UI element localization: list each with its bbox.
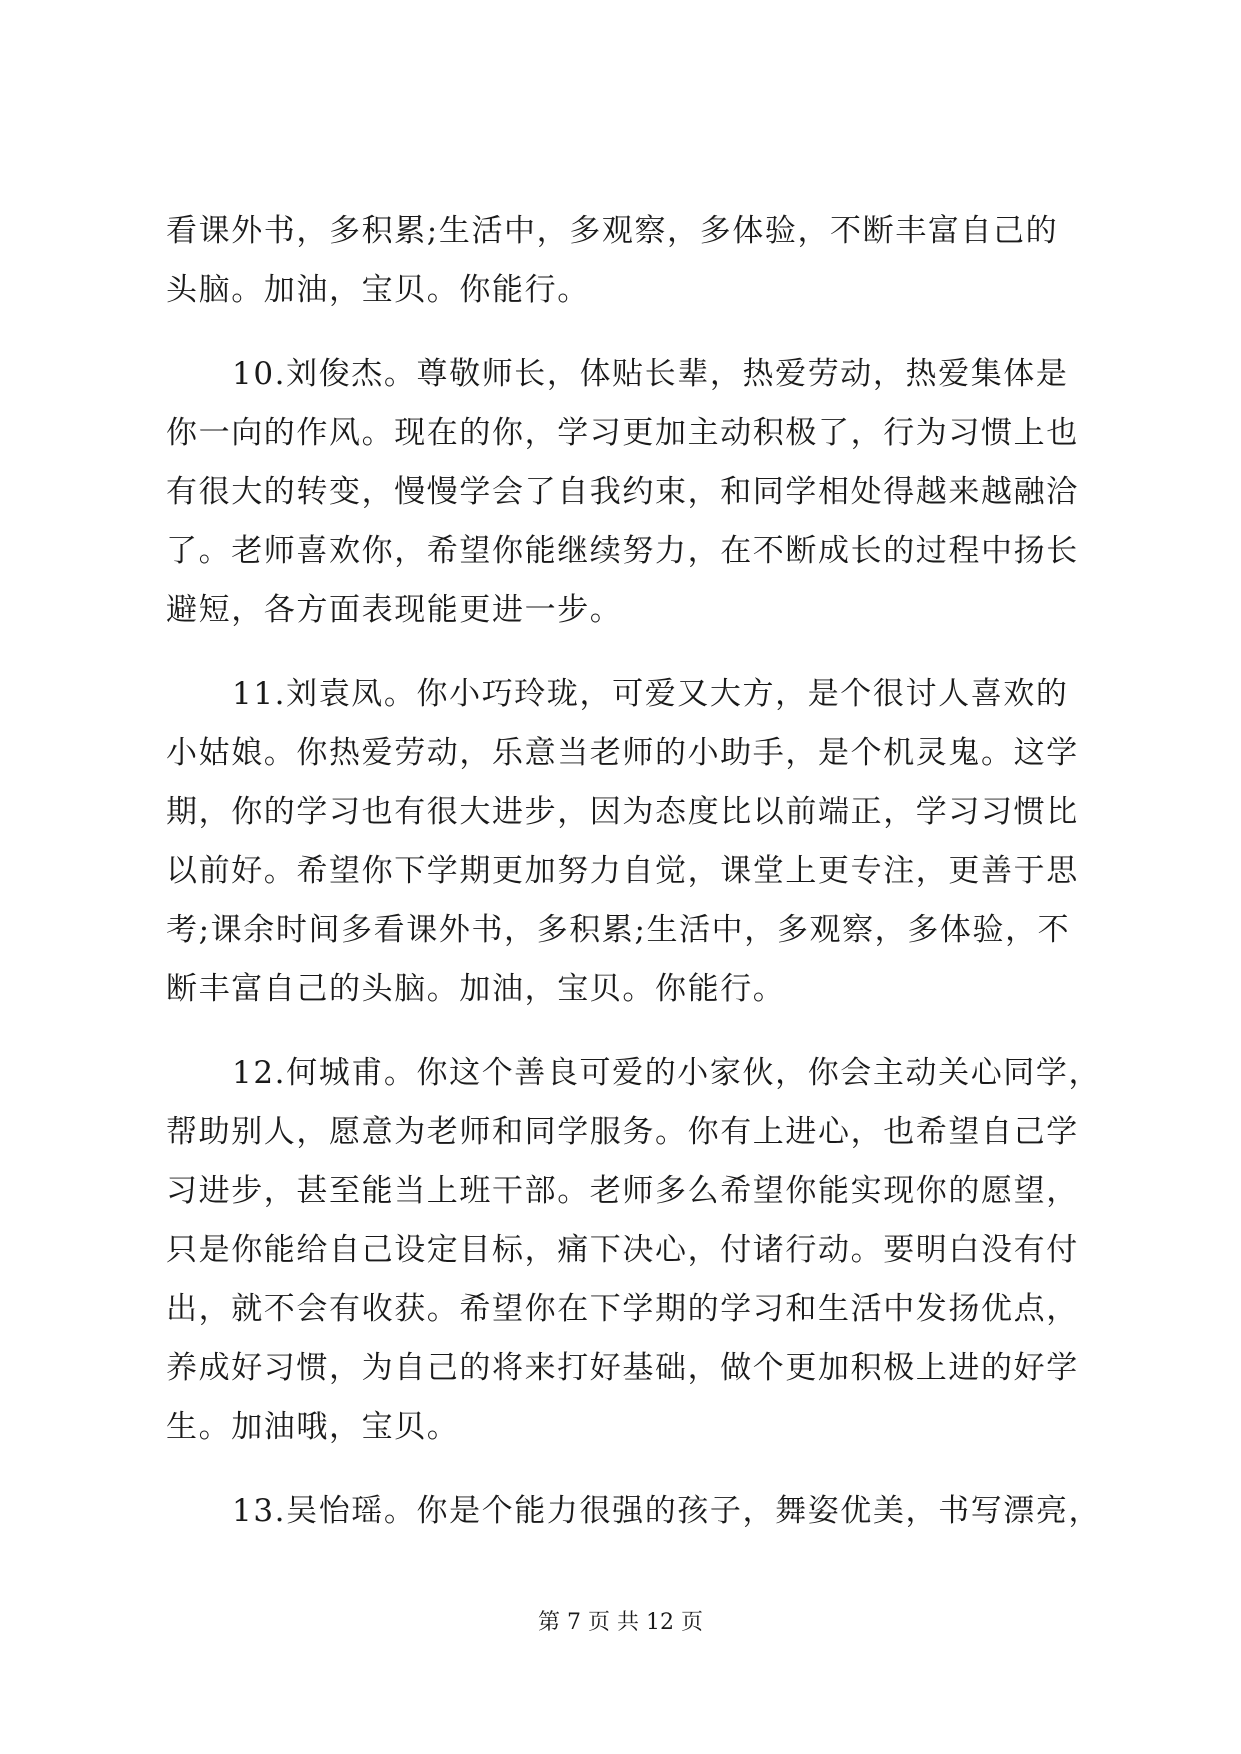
text-line: 出，就不会有收获。希望你在下学期的学习和生活中发扬优点，: [166, 1291, 1079, 1327]
text-line: 生。加油哦，宝贝。: [166, 1409, 460, 1445]
paragraph-start-line: 10.刘俊杰。尊敬师长，体贴长辈，热爱劳动，热爱集体是: [232, 356, 1069, 392]
text-line: 避短，各方面表现能更进一步。: [166, 592, 623, 628]
paragraph-start-line: 13.吴怡瑶。你是个能力很强的孩子，舞姿优美，书写漂亮，: [232, 1493, 1102, 1529]
text-line: 看课外书，多积累;生活中，多观察，多体验，不断丰富自己的: [166, 213, 1059, 249]
text-line: 你一向的作风。现在的你，学习更加主动积极了，行为习惯上也: [166, 415, 1079, 451]
text-line: 头脑。加油，宝贝。你能行。: [166, 272, 590, 308]
text-line: 小姑娘。你热爱劳动，乐意当老师的小助手，是个机灵鬼。这学: [166, 735, 1079, 771]
text-line: 期，你的学习也有很大进步，因为态度比以前端正，学习习惯比: [166, 794, 1079, 830]
text-line: 以前好。希望你下学期更加努力自觉，课堂上更专注，更善于思: [166, 853, 1079, 889]
text-line: 帮助别人，愿意为老师和同学服务。你有上进心，也希望自己学: [166, 1114, 1079, 1150]
text-line: 习进步，甚至能当上班干部。老师多么希望你能实现你的愿望，: [166, 1173, 1079, 1209]
paragraph-start-line: 12.何城甫。你这个善良可爱的小家伙，你会主动关心同学，: [232, 1055, 1102, 1091]
paragraph-start-line: 11.刘袁凤。你小巧玲珑，可爱又大方，是个很讨人喜欢的: [232, 676, 1069, 712]
text-line: 了。老师喜欢你，希望你能继续努力，在不断成长的过程中扬长: [166, 533, 1079, 569]
text-line: 考;课余时间多看课外书，多积累;生活中，多观察，多体验，不: [166, 912, 1071, 948]
text-line: 只是你能给自己设定目标，痛下决心，付诸行动。要明白没有付: [166, 1232, 1079, 1268]
text-line: 有很大的转变，慢慢学会了自我约束，和同学相处得越来越融洽: [166, 474, 1079, 510]
text-line: 断丰富自己的头脑。加油，宝贝。你能行。: [166, 971, 786, 1007]
text-line: 养成好习惯，为自己的将来打好基础，做个更加积极上进的好学: [166, 1350, 1079, 1386]
page-footer: 第 7 页 共 12 页: [538, 1610, 703, 1635]
